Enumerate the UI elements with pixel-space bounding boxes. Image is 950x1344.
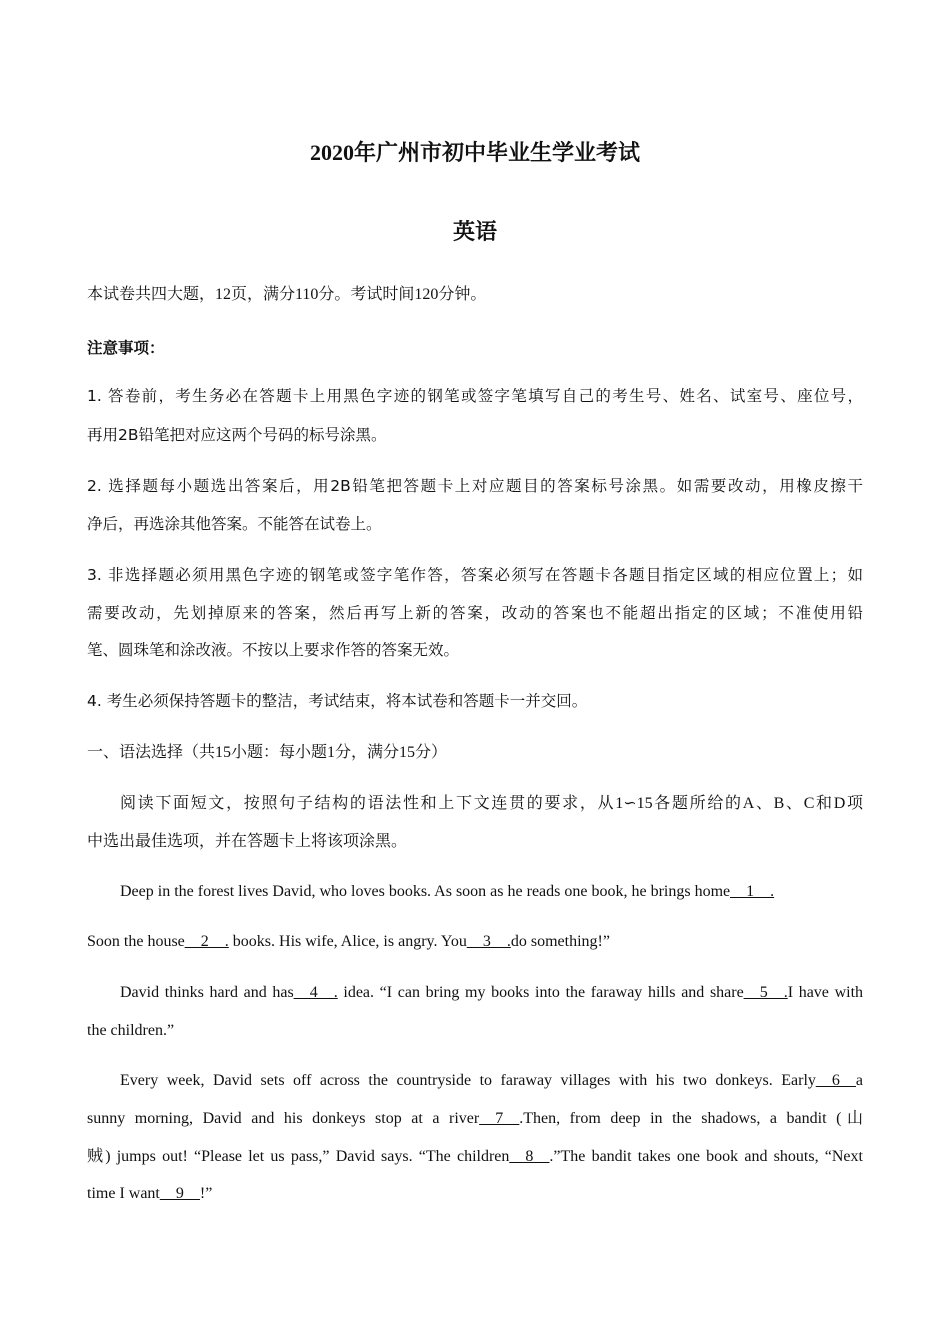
- passage-text: idea. “I can bring my books into the faraway hills and share: [337, 984, 744, 1001]
- passage-text: books. His wife, Alice, is angry. You: [228, 933, 467, 950]
- blank-5: __5__.: [743, 984, 788, 1001]
- blank-6: __6__: [815, 1072, 856, 1089]
- passage-text: !”: [199, 1185, 213, 1202]
- passage-text: a: [855, 1072, 863, 1089]
- passage-text: Soon the house: [87, 933, 185, 950]
- note-3-line-2: 需要改动，先划掉原来的答案，然后再写上新的答案，改动的答案也不能超出指定的区域；不准使用铅: [87, 604, 863, 622]
- passage-text: .”The bandit takes one book and shouts, “Next: [549, 1148, 863, 1165]
- exam-title: 2020年广州市初中毕业生学业考试: [309, 140, 640, 165]
- blank-4: __4__.: [293, 984, 338, 1001]
- note-2-line-2: 净后，再选涂其他答案。不能答在试卷上。: [87, 515, 382, 533]
- subject-title: 英语: [452, 219, 497, 244]
- passage-line-3: [120, 982, 863, 1004]
- passage-text: sunny morning, David and his donkeys stop at a river: [87, 1110, 480, 1127]
- section-1-instructions-line-1: 阅读下面短文，按照句子结构的语法性和上下文连贯的要求，从1∽15各题所给的A、B、C和D项: [120, 795, 863, 812]
- note-4: 4. 考生必须保持答题卡的整洁，考试结束，将本试卷和答题卡一并交回。: [87, 692, 588, 710]
- passage-text: I have with: [787, 984, 864, 1001]
- note-3-line-1: 3. 非选择题必须用黑色字迹的钢笔或签字笔作答，答案必须写在答题卡各题目指定区域的相应位置上；如: [87, 566, 863, 584]
- note-3-line-3: 笔、圆珠笔和涂改液。不按以上要求作答的答案无效。: [87, 641, 460, 659]
- passage-line-6: [87, 1108, 863, 1130]
- passage-line-7: [87, 1146, 863, 1168]
- passage-text: David thinks hard and has: [120, 984, 294, 1001]
- section-1-instructions-line-2: 中选出最佳选项，并在答题卡上将该项涂黑。: [87, 833, 408, 850]
- passage-text: 贼) jumps out! “Please let us pass,” David says. “The children: [87, 1148, 510, 1165]
- section-1-heading: 一、语法选择（共15小题：每小题1分，满分15分）: [87, 744, 448, 761]
- blank-7: __7__: [479, 1110, 520, 1127]
- blank-9: __9__: [159, 1185, 200, 1202]
- passage-line-8: [87, 1183, 863, 1205]
- passage-line-1: [120, 881, 863, 903]
- notes-heading: 注意事项：: [87, 339, 165, 357]
- passage-text: do something!”: [510, 933, 610, 950]
- passage-line-4: the children.”: [87, 1022, 175, 1039]
- passage-line-2: [87, 931, 863, 953]
- blank-1: __1__.: [730, 883, 775, 900]
- blank-3: __3__.: [466, 933, 511, 950]
- note-2-line-1: 2. 选择题每小题选出答案后，用2B铅笔把答题卡上对应题目的答案标号涂黑。如需要改动，用橡皮擦干: [87, 477, 863, 495]
- passage-text: .Then, from deep in the shadows, a bandit (山: [519, 1110, 863, 1127]
- passage-text: Deep in the forest lives David, who loves books. As soon as he reads one book, he brings home: [120, 883, 731, 900]
- note-1-line-2: 再用2B铅笔把对应这两个号码的标号涂黑。: [87, 426, 387, 444]
- blank-2: __2__.: [184, 933, 229, 950]
- note-1-line-1: 1. 答卷前，考生务必在答题卡上用黑色字迹的钢笔或签字笔填写自己的考生号、姓名、试室号、座位号，: [87, 387, 863, 405]
- passage-line-5: [120, 1070, 863, 1092]
- passage-text: Every week, David sets off across the countryside to faraway villages with his two donkeys. Early: [120, 1072, 816, 1089]
- blank-8: __8__: [509, 1148, 550, 1165]
- exam-intro: 本试卷共四大题，12页，满分110分。考试时间120分钟。: [87, 286, 487, 303]
- passage-text: time I want: [87, 1185, 160, 1202]
